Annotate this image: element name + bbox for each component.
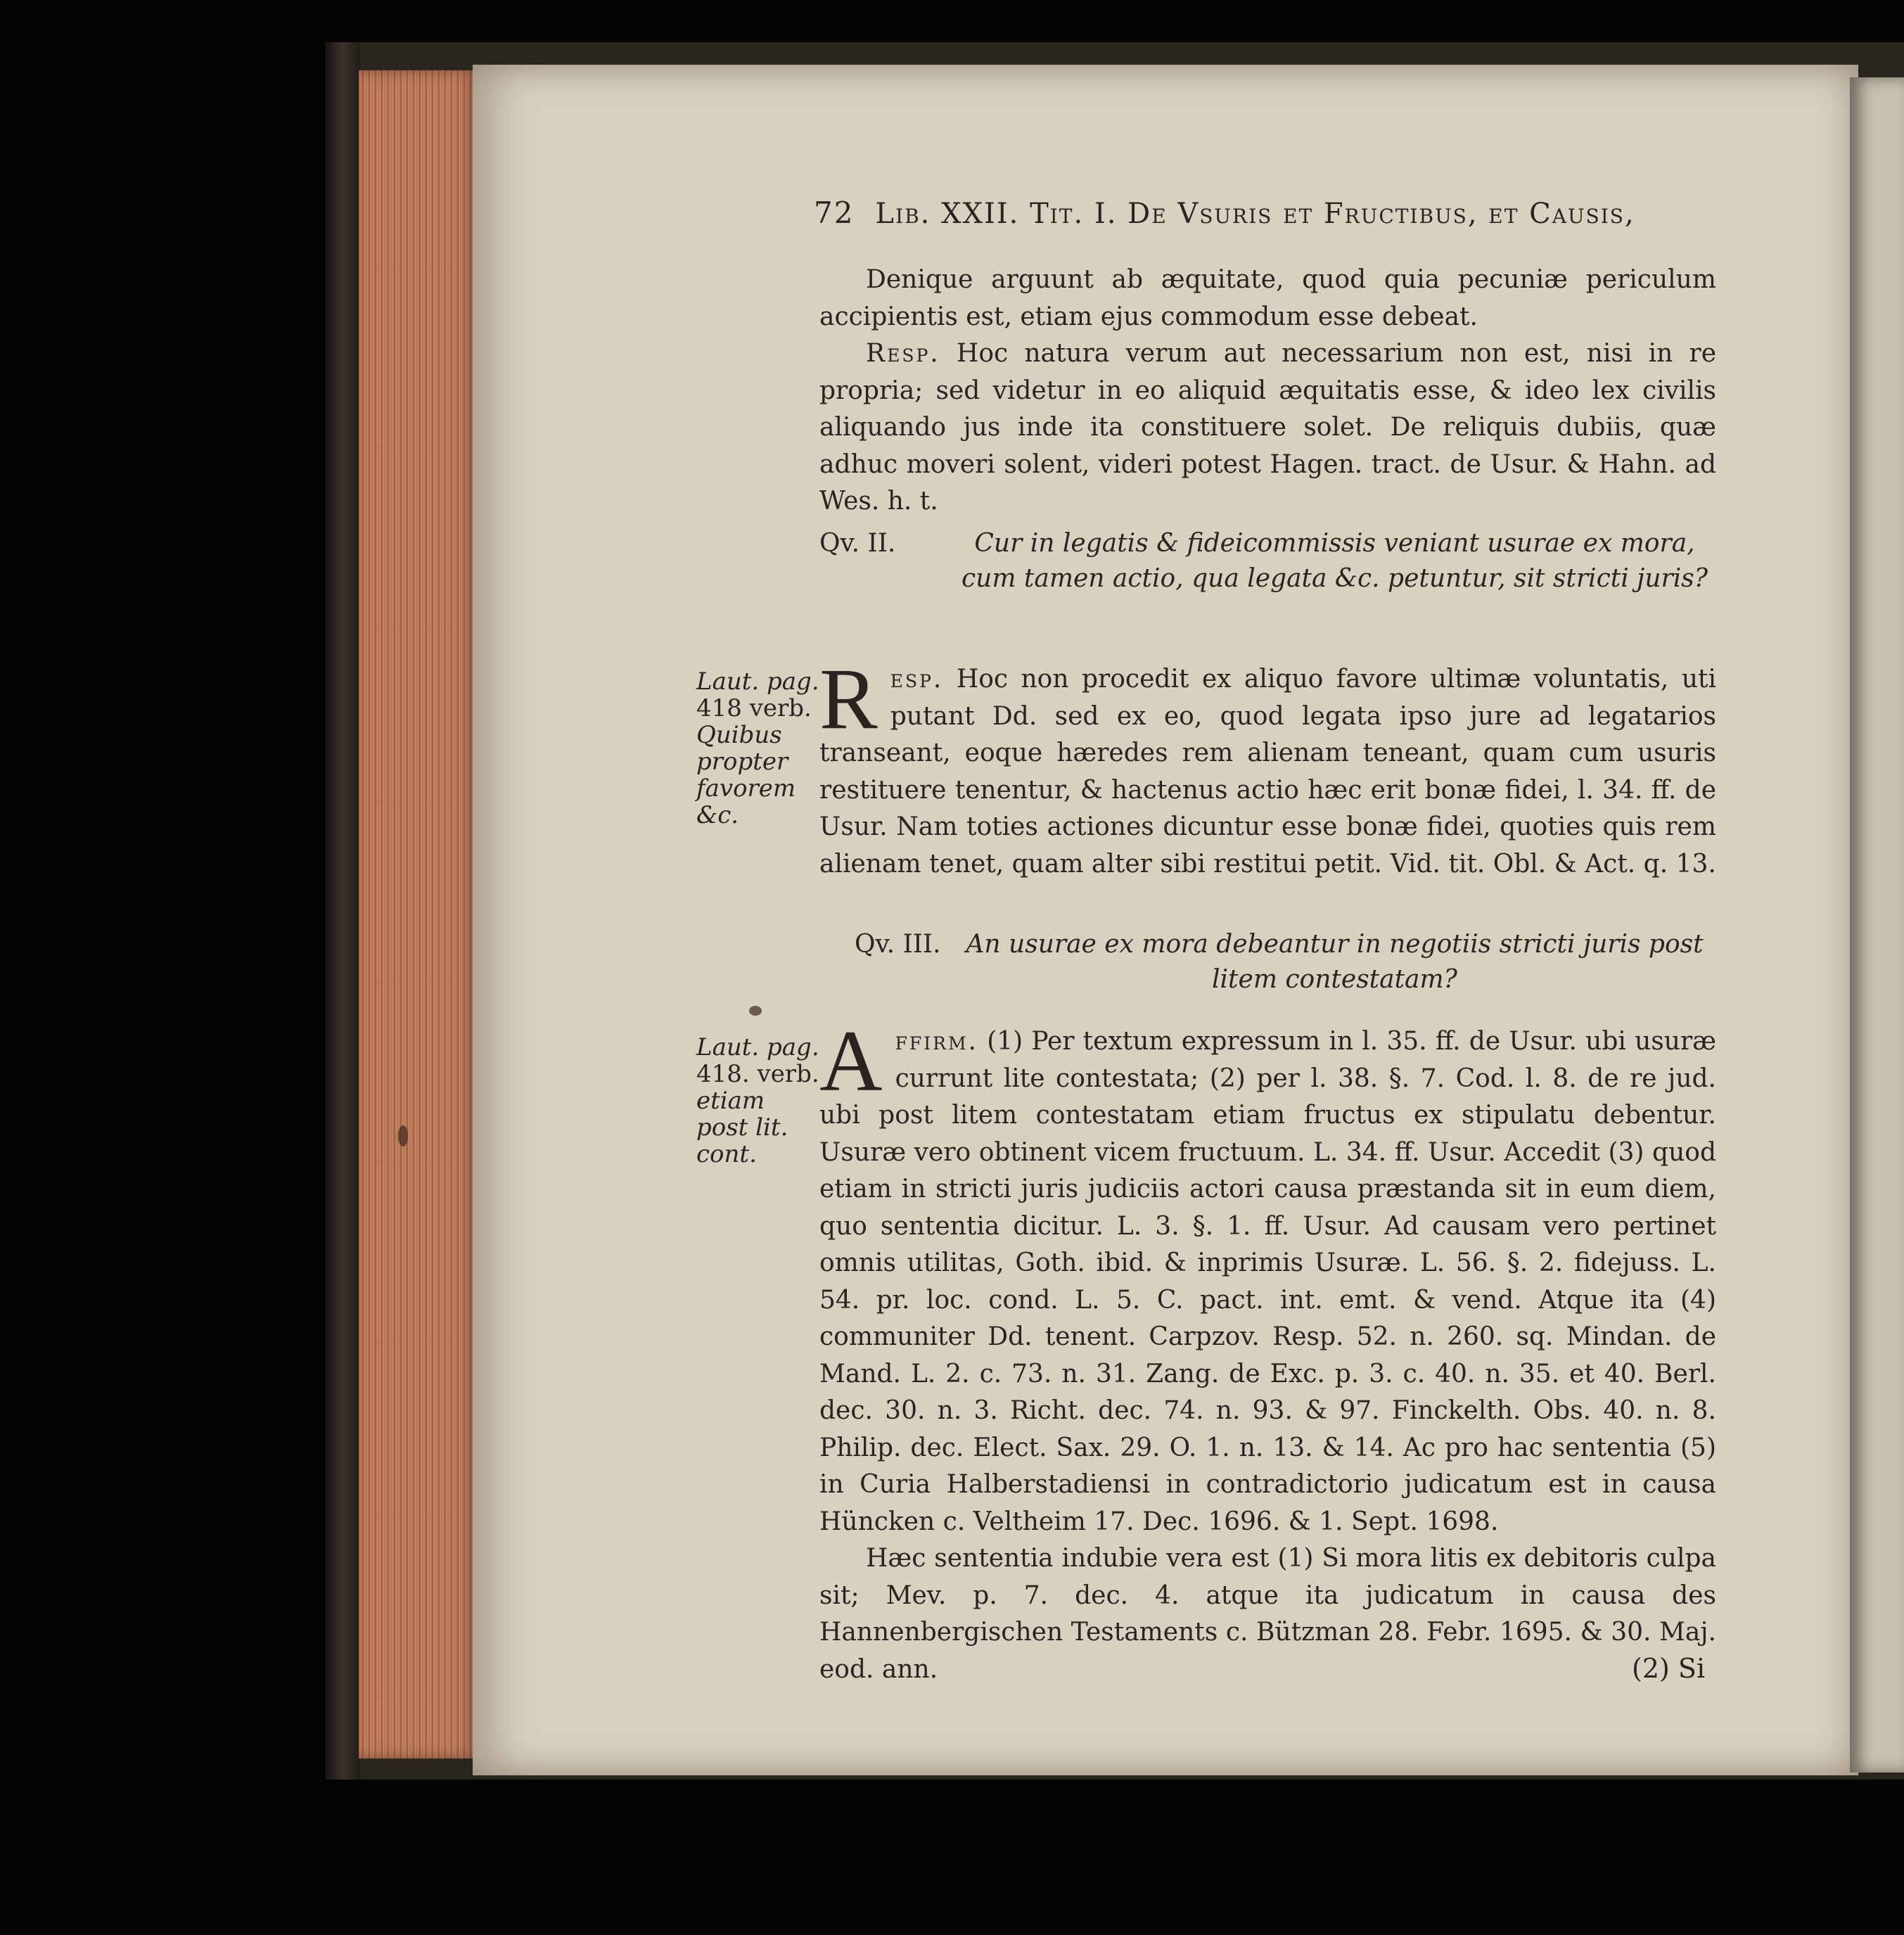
margin-note-1-line1: Laut. pag. — [696, 668, 819, 696]
running-head — [814, 196, 1721, 230]
question-3 — [819, 927, 1716, 997]
question-2-text: Cur in legatis & fideicommissis veniant usurae ex mora, cum tamen actio, qua legata &c. petuntur, sit stricti juris? — [961, 529, 1708, 593]
margin-note-2-line3: etiam post lit. cont. — [696, 1087, 788, 1168]
answer-2-para — [819, 651, 1716, 883]
ink-spot — [749, 1006, 762, 1016]
paragraph-2-lead: Resp. — [866, 339, 940, 368]
answer-3-lead: ffirm. — [895, 1027, 978, 1056]
paragraph-3: Hæc sententia indubie vera est (1) Si mora litis ex debitoris culpa sit; Mev. p. 7. dec. 4. atque ita judicatum in causa des Hannenbergischen Testaments c. Bützman 28. Febr. 1695. & 30. Maj. eod. ann. — [819, 1544, 1716, 1684]
question-2 — [819, 526, 1716, 596]
margin-note-1-line3: Quibus propter favorem &c. — [696, 721, 796, 829]
answer-3-dropcap: A — [819, 1013, 883, 1109]
answer-2-dropcap: R — [819, 651, 878, 747]
catchword: (2) Si — [1632, 1653, 1706, 1684]
next-page-edge — [1850, 77, 1904, 1773]
page-edges — [359, 70, 478, 1758]
answer-2-text: Hoc non procedit ex aliquo favore ultimæ voluntatis, uti putant Dd. sed ex eo, quod legata ipso jure ad legatarios transeant, eoque hæredes rem alienam teneant, quam cum usuris restituere tenentur, & hactenus actio hæc erit bonæ fidei, l. 34. ff. de Usur. Nam toties actiones dicuntur esse bonæ fidei, quoties quis rem alienam tenet, quam alter sibi restitui petit. Vid. tit. Obl. & Act. q. 13. — [819, 665, 1716, 879]
paragraph-1-text: Denique arguunt ab æquitate, quod quia pecuniæ periculum accipientis est, etiam ejus commodum esse debeat. — [819, 265, 1716, 331]
page-number: 72 — [814, 196, 855, 230]
margin-note-2 — [696, 1034, 819, 1168]
paragraph-2 — [819, 336, 1716, 521]
margin-note-2-line1: Laut. pag. — [696, 1033, 819, 1061]
answer-2-lead: esp. — [890, 665, 944, 694]
answer-3 — [819, 1013, 1716, 1688]
answer-2 — [819, 651, 1716, 883]
ink-spot — [398, 1125, 408, 1147]
book-cover-edge — [325, 42, 360, 1780]
answer-3-text: (1) Per textum expressum in l. 35. ff. de Usur. ubi usuræ currunt lite contestata; (2) per l. 38. §. 7. Cod. l. 8. de re jud. ubi post litem contestatam etiam fructus ex stipulatu debentur. Usuræ vero obtinent vicem fructuum. L. 34. ff. Usur. Accedit (3) quod etiam in stricti juris judiciis actori causa præstanda sit in eum diem, quo sententia dicitur. L. 3. §. 1. ff. Usur. Ad causam vero pertinet omnis utilitas, Goth. ibid. & inprimis Usuræ. L. 56. §. 2. fidejuss. L. 54. pr. loc. cond. L. 5. C. pact. int. emt. & vend. Atque ita (4) communiter Dd. tenent. Carpzov. Resp. 52. n. 260. sq. Mindan. de Mand. L. 2. c. 73. n. 31. Zang. de Exc. p. 3. c. 40. n. 35. et 40. Berl. dec. 30. n. 3. Richt. dec. 74. n. 93. & 97. Finckelth. Obs. 40. n. 8. Philip. dec. Elect. Sax. 29. O. 1. n. 13. & 14. Ac pro hac sententia (5) in Curia Halberstadiensi in contradictorio judicatum est in causa Hüncken c. Veltheim 17. Dec. 1696. & 1. Sept. 1698. — [819, 1027, 1716, 1536]
paragraph-2-text: Hoc natura verum aut necessarium non est, nisi in re propria; sed videtur in eo aliquid æquitatis esse, & ideo lex civilis aliquando jus inde ita constituere solet. De reliquis dubiis, quæ adhuc moveri solent, videri potest Hagen. tract. de Usur. & Hahn. ad Wes. h. t. — [819, 339, 1716, 516]
question-2-label: Qv. II. — [819, 529, 896, 558]
margin-note-1 — [696, 668, 819, 829]
running-title: Lib. XXII. Tit. I. De Vsuris et Fructibus, et Causis, — [875, 198, 1635, 230]
question-3-text: An usurae ex mora debeantur in negotiis stricti juris post litem contestatam? — [966, 930, 1704, 994]
paragraph-1 — [819, 262, 1716, 521]
answer-3-para — [819, 1013, 1716, 1540]
margin-note-1-line2: 418 verb. — [696, 694, 812, 722]
question-3-label: Qv. III. — [855, 930, 941, 959]
margin-note-2-line2: 418. verb. — [696, 1060, 819, 1088]
